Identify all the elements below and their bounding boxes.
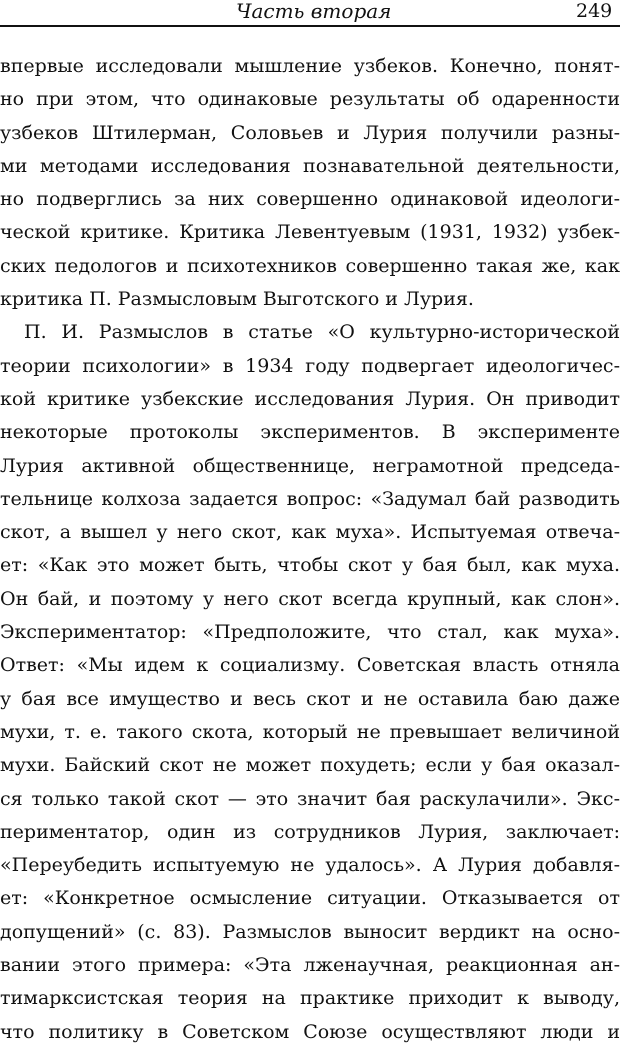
body-text: [0, 50, 620, 1049]
text-line: ми методами исследования познавательной деятельности,: [0, 154, 620, 177]
text-line: ческой критике. Критика Левентуевым (1931, 1932) узбек-: [0, 221, 620, 244]
text-line: но при этом, что одинаковые результаты об одаренности: [0, 88, 620, 111]
text-line: Он бай, и поэтому у него скот всегда крупный, как слон».: [0, 587, 620, 610]
text-line: мухи, т. е. такого скота, который не превышает величиной: [0, 720, 620, 743]
paragraph: [0, 316, 620, 1049]
text-line: ет: «Конкретное осмысление ситуации. Отказывается от: [0, 887, 620, 910]
text-line: критика П. Размысловым Выготского и Лурия.: [0, 288, 474, 311]
text-line: тимарксистская теория на практике приходит к выводу,: [0, 987, 620, 1010]
text-line: Ответ: «Мы идем к социализму. Советская власть отняла: [0, 654, 620, 677]
text-line: тельнице колхоза задается вопрос: «Задумал бай разводить: [0, 487, 620, 510]
text-line: скот, а вышел у него скот, как муха». Испытуемая отвеча-: [0, 521, 620, 544]
text-line: что политику в Советском Союзе осуществляют люди и: [0, 1020, 620, 1043]
text-line: впервые исследовали мышление узбеков. Конечно, понят-: [0, 55, 620, 77]
paragraph: [0, 50, 620, 316]
text-line: периментатор, один из сотрудников Лурия, заключает:: [0, 820, 620, 843]
running-head: [0, 0, 620, 24]
text-line: допущений» (с. 83). Размыслов выносит вердикт на осно-: [0, 920, 620, 943]
text-line: ся только такой скот — это значит бая раскулачили». Экс-: [0, 787, 620, 810]
text-line: ских педологов и психотехников совершенно такая же, как: [0, 254, 620, 277]
text-line: Лурия активной общественнице, неграмотной председа-: [0, 454, 620, 477]
text-line: мухи. Байский скот не может похудеть; если у бая оказал-: [0, 754, 620, 777]
text-line: Экспериментатор: «Предположите, что стал, как муха».: [0, 621, 620, 644]
text-line: некоторые протоколы экспериментов. В эксперименте: [0, 421, 620, 444]
text-line: у бая все имущество и весь скот и не оставила баю даже: [0, 687, 620, 710]
text-line: П. И. Размыслов в статье «О культурно-исторической: [24, 321, 620, 344]
text-line: теории психологии» в 1934 году подвергает идеологичес-: [0, 354, 620, 377]
text-line: кой критике узбекские исследования Лурия. Он приводит: [0, 387, 620, 410]
text-line: вании этого примера: «Эта лженаучная, реакционная ан-: [0, 954, 620, 977]
header-rule: [0, 25, 620, 27]
running-title: Часть вторая: [236, 0, 392, 23]
text-line: ет: «Как это может быть, чтобы скот у бая был, как муха.: [0, 554, 620, 577]
text-line: но подверглись за них совершенно одинаковой идеологи-: [0, 188, 620, 211]
text-line: «Переубедить испытуемую не удалось». А Лурия добавля-: [0, 854, 620, 877]
page-number: 249: [576, 0, 613, 22]
text-line: узбеков Штилерман, Соловьев и Лурия получили разны-: [0, 121, 620, 144]
